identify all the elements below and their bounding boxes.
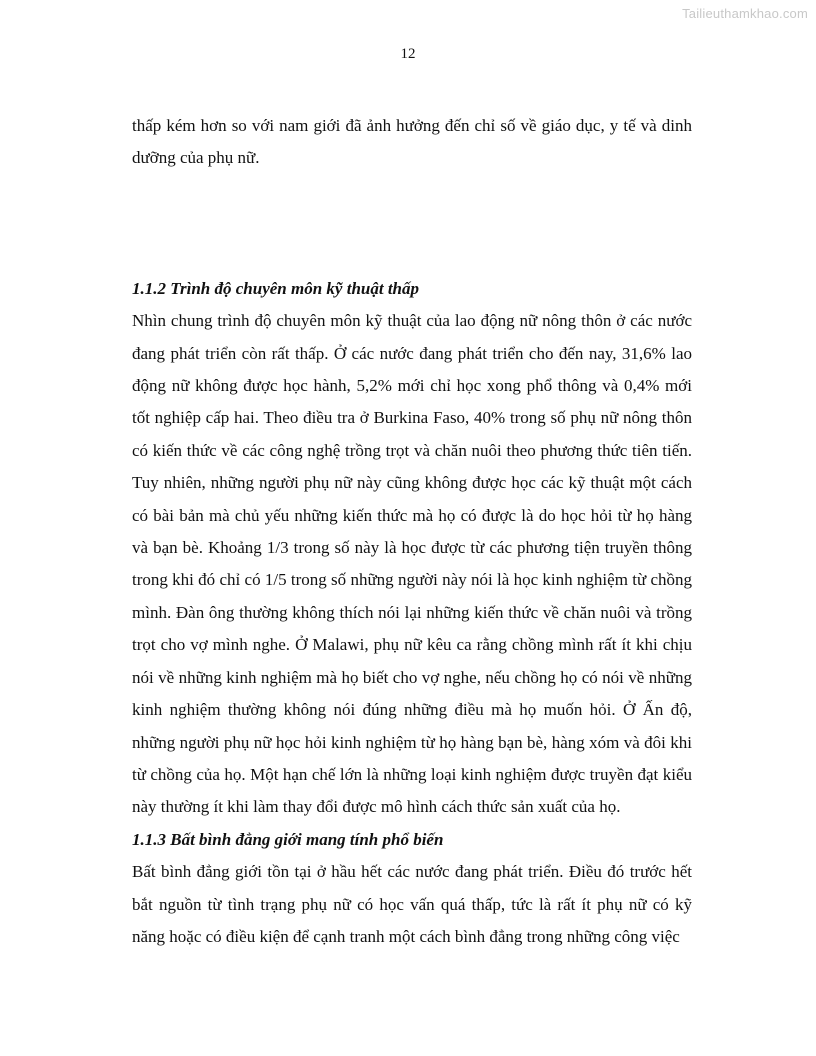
intro-paragraph: thấp kém hơn so với nam giới đã ảnh hưởng đến chỉ số về giáo dục, y tế và dinh dưỡng của phụ nữ. — [132, 116, 692, 168]
heading-1-1-3: 1.1.3 Bất bình đẳng giới mang tính phổ biến — [132, 829, 444, 849]
paragraph-1-1-2: Nhìn chung trình độ chuyên môn kỹ thuật của lao động nữ nông thôn ở các nước đang phát triển còn rất thấp. Ở các nước đang phát triển cho đến nay, 31,6% lao động nữ không được học hành, 5,2% mới chỉ học xong phổ thông và 0,4% mới tốt nghiệp cấp hai. Theo điều tra ở Burkina Faso, 40% trong số phụ nữ nông thôn có kiến thức về các công nghệ trồng trọt và chăn nuôi theo phương thức tiên tiến. Tuy nhiên, những người phụ nữ này cũng không được học các kỹ thuật một cách có bài bản mà chủ yếu những kiến thức mà họ có được là do học hỏi từ họ hàng và bạn bè. Khoảng 1/3 trong số này là học được từ các phương tiện truyền thông trong khi đó chỉ có 1/5 trong số những người này nói là học kinh nghiệm từ chồng mình. Đàn ông thường không thích nói lại những kiến thức về chăn nuôi và trồng trọt cho vợ mình nghe. Ở Malawi, phụ nữ kêu ca rằng chồng mình rất ít khi chịu nói về những kinh nghiệm mà họ biết cho vợ nghe, nếu chồng họ có nói về những kinh nghiệm thường không nói đúng những điều mà họ muốn hỏi. Ở Ấn độ, những người phụ nữ học hỏi kinh nghiệm từ họ hàng bạn bè, hàng xóm và đôi khi từ chồng của họ. Một hạn chế lớn là những loại kinh nghiệm được truyền đạt kiểu này thường ít khi làm thay đổi được mô hình cách thức sản xuất của họ. — [132, 311, 692, 817]
page-number: 12 — [400, 46, 416, 62]
document-body — [132, 110, 692, 953]
paragraph-1-1-3: Bất bình đẳng giới tồn tại ở hầu hết các nước đang phát triển. Điều đó trước hết bắt nguồn từ tình trạng phụ nữ có học vấn quá thấp, tức là rất ít phụ nữ có kỹ năng hoặc có điều kiện để cạnh tranh một cách bình đẳng trong những công việc — [132, 862, 692, 946]
heading-1-1-2: 1.1.2 Trình độ chuyên môn kỹ thuật thấp — [132, 278, 420, 298]
watermark: Tailieuthamkhao.com — [682, 6, 808, 21]
